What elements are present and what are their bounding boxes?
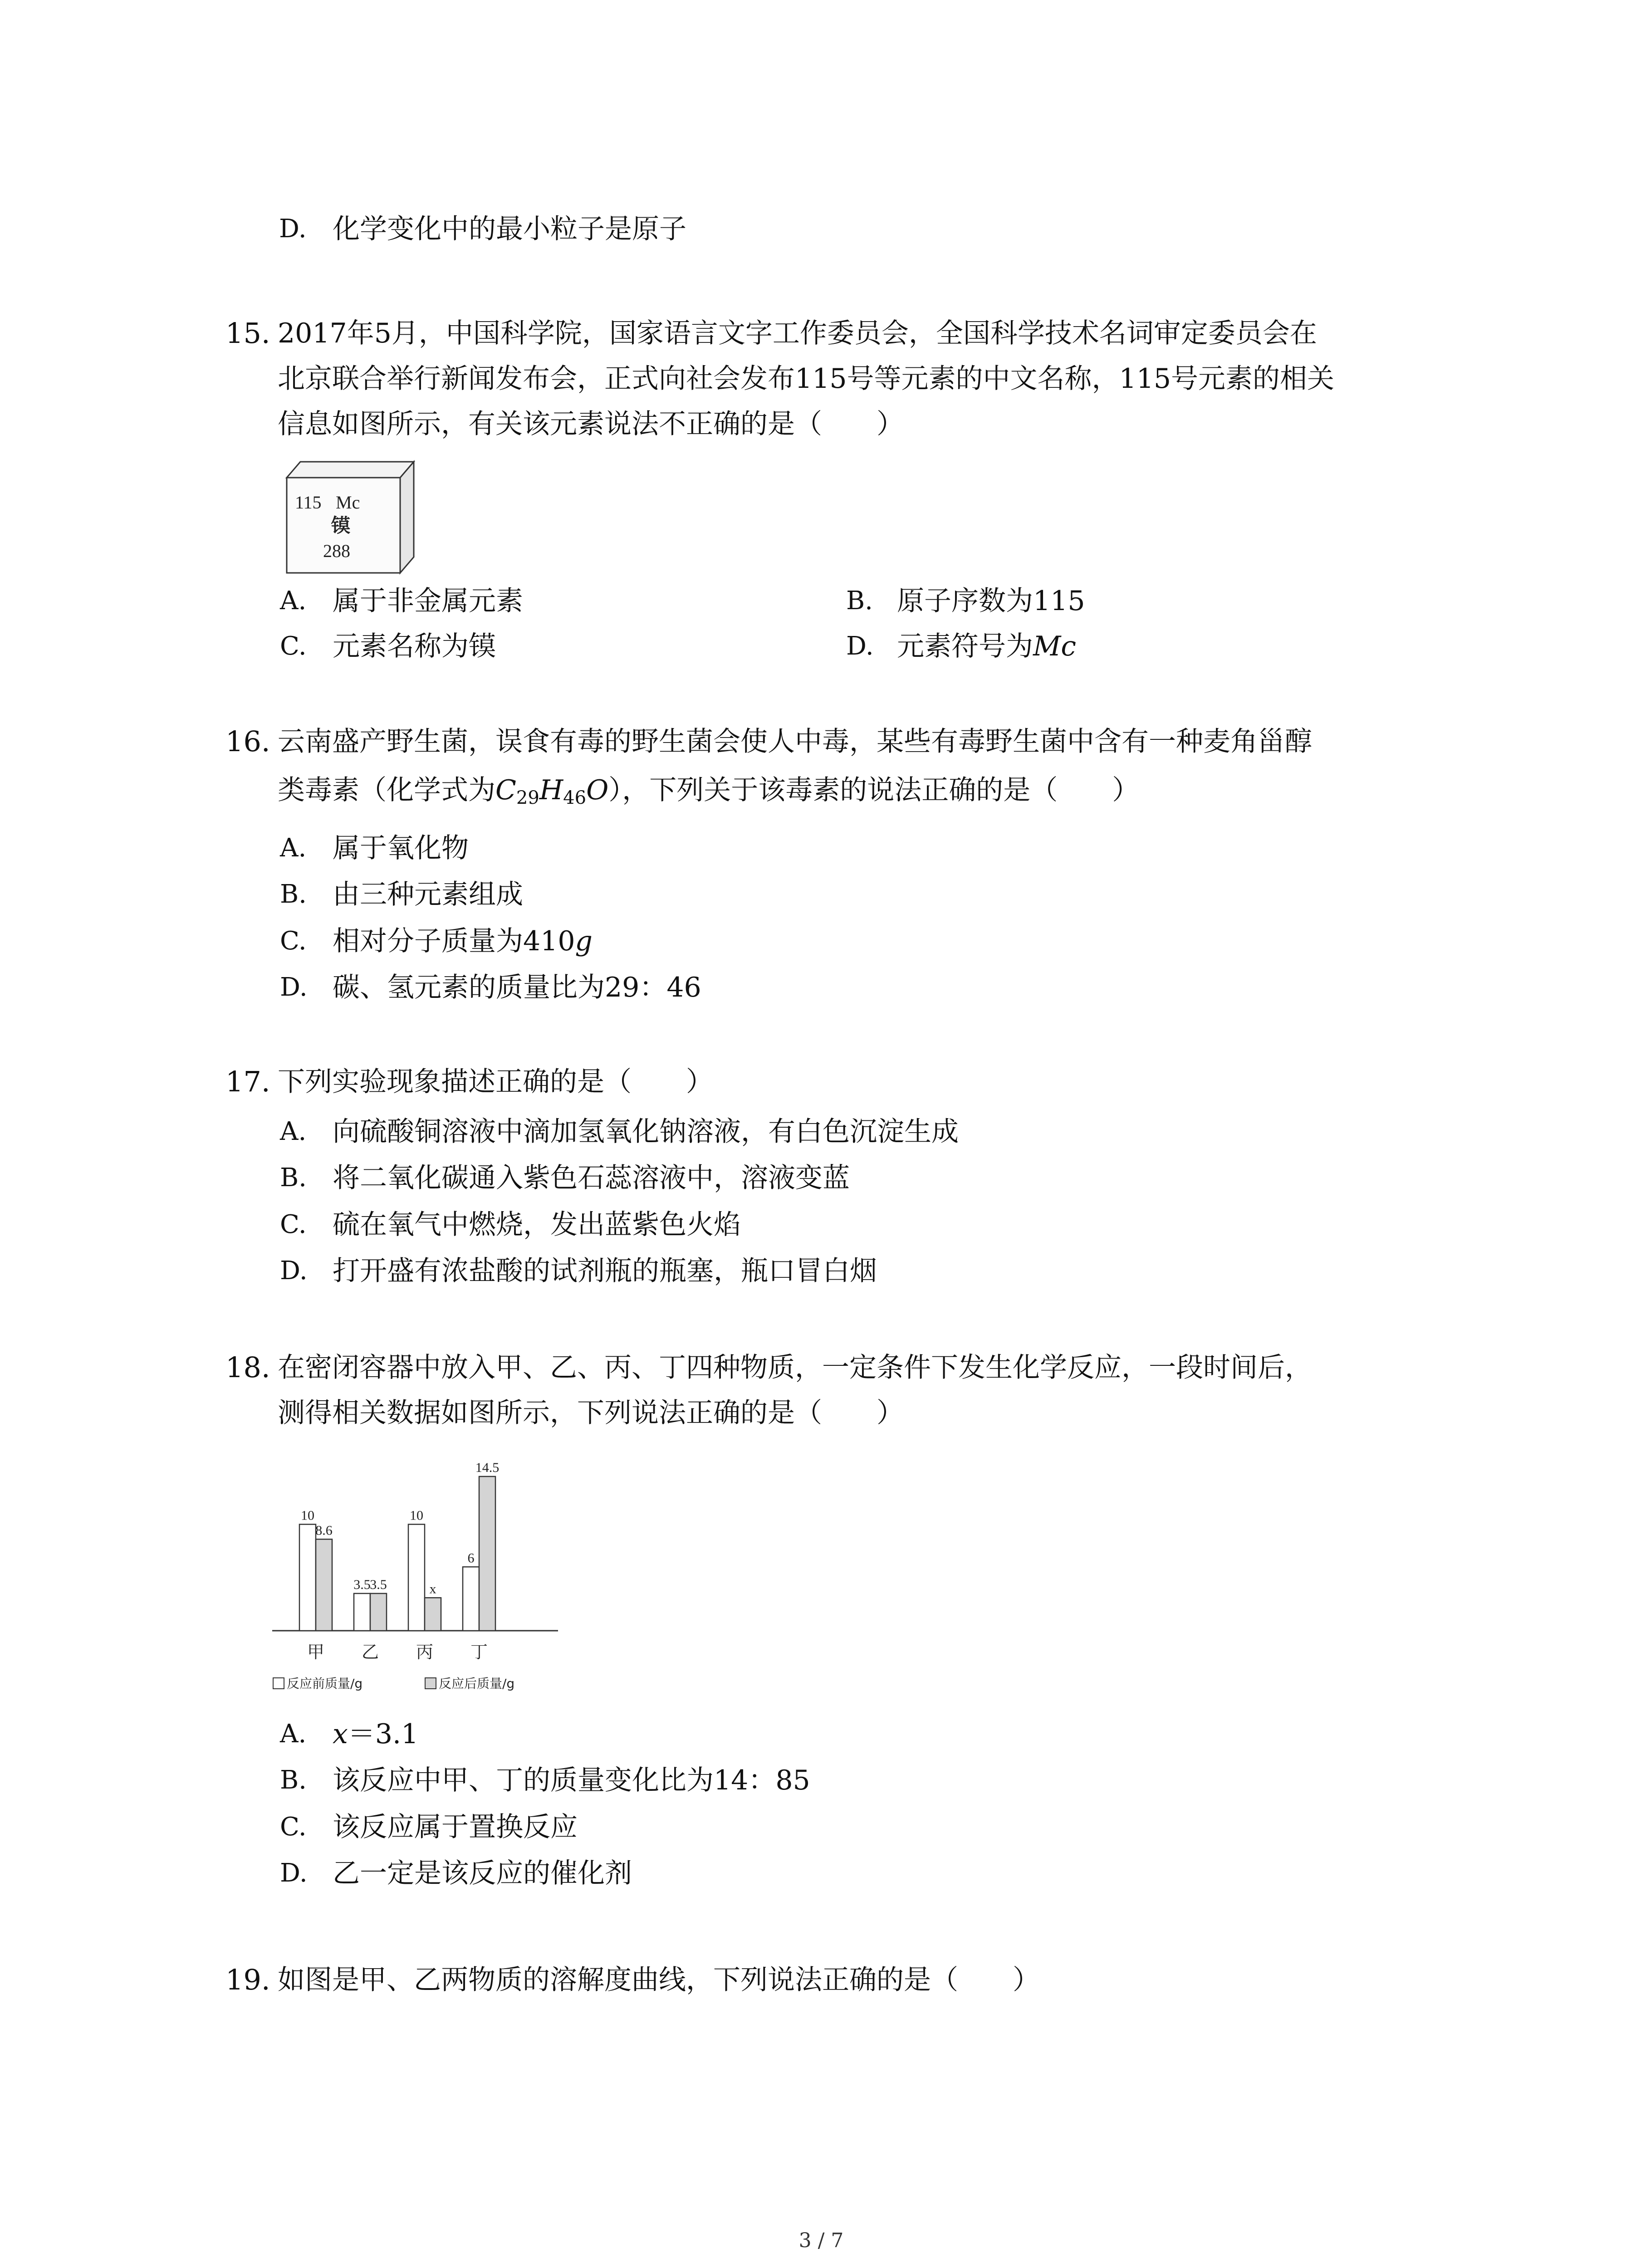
q18-stem-line1: 在密闭容器中放入甲、乙、丙、丁四种物质，一定条件下发生化学反应，一段时间后，	[278, 1352, 1312, 1383]
q18-option-a-var: x	[333, 1718, 348, 1750]
q18-option-c-text: 该反应属于置换反应	[333, 1811, 578, 1843]
bar-label-before-2: 10	[410, 1508, 423, 1523]
q15-option-d-text	[897, 628, 1076, 665]
q15-option-b-letter: B.	[846, 586, 873, 616]
element-number: 115	[295, 492, 322, 513]
q18-option-d-text: 乙一定是该反应的催化剂	[333, 1857, 632, 1889]
q15-option-d-words: 元素符号为	[897, 631, 1033, 662]
q16-option-b-letter: B.	[280, 880, 307, 909]
bar-before-0	[299, 1525, 316, 1631]
q16-option-c-letter: C.	[280, 926, 307, 956]
q17-option-d-text: 打开盛有浓盐酸的试剂瓶的瓶塞，瓶口冒白烟	[333, 1255, 877, 1287]
q18-option-b-text: 该反应中甲、丁的质量变化比为14：85	[333, 1765, 810, 1796]
element-info-cube	[282, 459, 416, 575]
q17-option-d-letter: D.	[280, 1256, 308, 1286]
q16-option-c-words: 相对分子质量为410	[333, 925, 575, 957]
bar-after-3	[479, 1476, 495, 1631]
page-number: 3 / 7	[798, 2229, 844, 2252]
formula-c: C	[495, 774, 516, 806]
bar-before-2	[408, 1525, 425, 1631]
q14-option-d-letter: D.	[279, 214, 307, 244]
element-name: 镆	[331, 514, 351, 537]
category-label-2: 丙	[416, 1642, 434, 1662]
formula-h: H	[539, 774, 563, 806]
q15-option-b-text: 原子序数为115	[897, 585, 1085, 617]
q16-option-d-letter: D.	[280, 973, 308, 1002]
q18-option-d-letter: D.	[280, 1858, 308, 1888]
q15-stem-line3: 信息如图所示，有关该元素说法不正确的是（ ）	[278, 408, 904, 440]
mass-bar-chart	[272, 1436, 590, 1717]
category-label-3: 丁	[470, 1642, 488, 1662]
q16-stem-line2-post: ），下列关于该毒素的说法正确的是（ ）	[608, 774, 1140, 806]
bar-after-2	[425, 1598, 441, 1631]
q16-stem-line1: 云南盛产野生菌，误食有毒的野生菌会使人中毒，某些有毒野生菌中含有一种麦角甾醇	[278, 726, 1312, 758]
q17-stem-line1: 下列实验现象描述正确的是（ ）	[278, 1066, 713, 1098]
q17-option-b-letter: B.	[280, 1163, 307, 1193]
legend-swatch-0	[273, 1678, 284, 1689]
q16-stem-line2-pre: 类毒素（化学式为	[278, 774, 495, 806]
legend-swatch-1	[425, 1678, 436, 1689]
bar-label-after-1: 3.5	[370, 1577, 387, 1592]
q17-option-c-text: 硫在氧气中燃烧，发出蓝紫色火焰	[333, 1209, 741, 1241]
q18-option-a-rest: ＝3.1	[348, 1718, 419, 1750]
q18-option-b-letter: B.	[280, 1765, 307, 1795]
formula-c-sub: 29	[516, 787, 539, 808]
bar-label-after-2: x	[429, 1581, 436, 1597]
q16-option-c-text	[333, 923, 593, 959]
category-label-1: 乙	[361, 1642, 379, 1662]
q16-option-a-letter: A.	[280, 833, 307, 863]
bar-label-before-0: 10	[301, 1508, 314, 1523]
element-mass: 288	[323, 541, 350, 561]
q18-stem-line2: 测得相关数据如图所示，下列说法正确的是（ ）	[278, 1397, 904, 1429]
q17-number: 17.	[225, 1065, 270, 1098]
q17-option-a-letter: A.	[280, 1117, 307, 1146]
q17-option-b-text: 将二氧化碳通入紫色石蕊溶液中，溶液变蓝	[333, 1162, 850, 1194]
bar-after-0	[316, 1539, 332, 1631]
q15-option-d-letter: D.	[846, 631, 874, 661]
q16-option-a-text: 属于氧化物	[333, 832, 469, 864]
q16-option-c-unit: g	[575, 925, 593, 957]
q16-number: 16.	[225, 725, 270, 758]
category-label-0: 甲	[307, 1642, 325, 1662]
bar-label-after-0: 8.6	[315, 1523, 333, 1538]
element-symbol: Mc	[336, 492, 360, 513]
q19-number: 19.	[225, 1963, 270, 1996]
legend-label-0: 反应前质量/g	[287, 1676, 363, 1691]
q15-number: 15.	[225, 317, 270, 350]
q15-option-c-letter: C.	[280, 631, 307, 661]
q16-option-b-text: 由三种元素组成	[333, 879, 523, 910]
q18-option-c-letter: C.	[280, 1812, 307, 1842]
q15-option-a-letter: A.	[280, 586, 307, 616]
bar-label-after-3: 14.5	[475, 1460, 500, 1475]
bar-before-3	[463, 1567, 479, 1631]
q15-option-d-symbol: Mc	[1033, 631, 1077, 662]
q17-option-a-text: 向硫酸铜溶液中滴加氢氧化钠溶液，有白色沉淀生成	[333, 1116, 959, 1148]
q18-option-a-text	[333, 1716, 418, 1752]
legend-label-1: 反应后质量/g	[439, 1676, 515, 1691]
q16-option-d-text: 碳、氢元素的质量比为29：46	[333, 972, 701, 1003]
q15-option-a-text: 属于非金属元素	[333, 585, 523, 617]
q16-stem-line2	[278, 772, 1139, 808]
q15-option-c-text: 元素名称为镆	[333, 631, 496, 662]
q18-option-a-letter: A.	[280, 1719, 307, 1749]
formula-h-sub: 46	[563, 787, 587, 808]
q18-number: 18.	[225, 1351, 270, 1384]
q14-option-d-text: 化学变化中的最小粒子是原子	[333, 213, 686, 245]
q15-stem-line2: 北京联合举行新闻发布会，正式向社会发布115号等元素的中文名称，115号元素的相关	[278, 363, 1335, 395]
q17-option-c-letter: C.	[280, 1210, 307, 1239]
bar-before-1	[354, 1593, 370, 1631]
formula-o: O	[586, 774, 609, 806]
bar-after-1	[370, 1593, 387, 1631]
q19-stem-line1: 如图是甲、乙两物质的溶解度曲线，下列说法正确的是（ ）	[278, 1964, 1040, 1996]
bar-label-before-3: 6	[467, 1550, 475, 1566]
q15-stem-line1: 2017年5月，中国科学院，国家语言文字工作委员会，全国科学技术名词审定委员会在	[278, 318, 1317, 349]
bar-label-before-1: 3.5	[353, 1577, 371, 1592]
